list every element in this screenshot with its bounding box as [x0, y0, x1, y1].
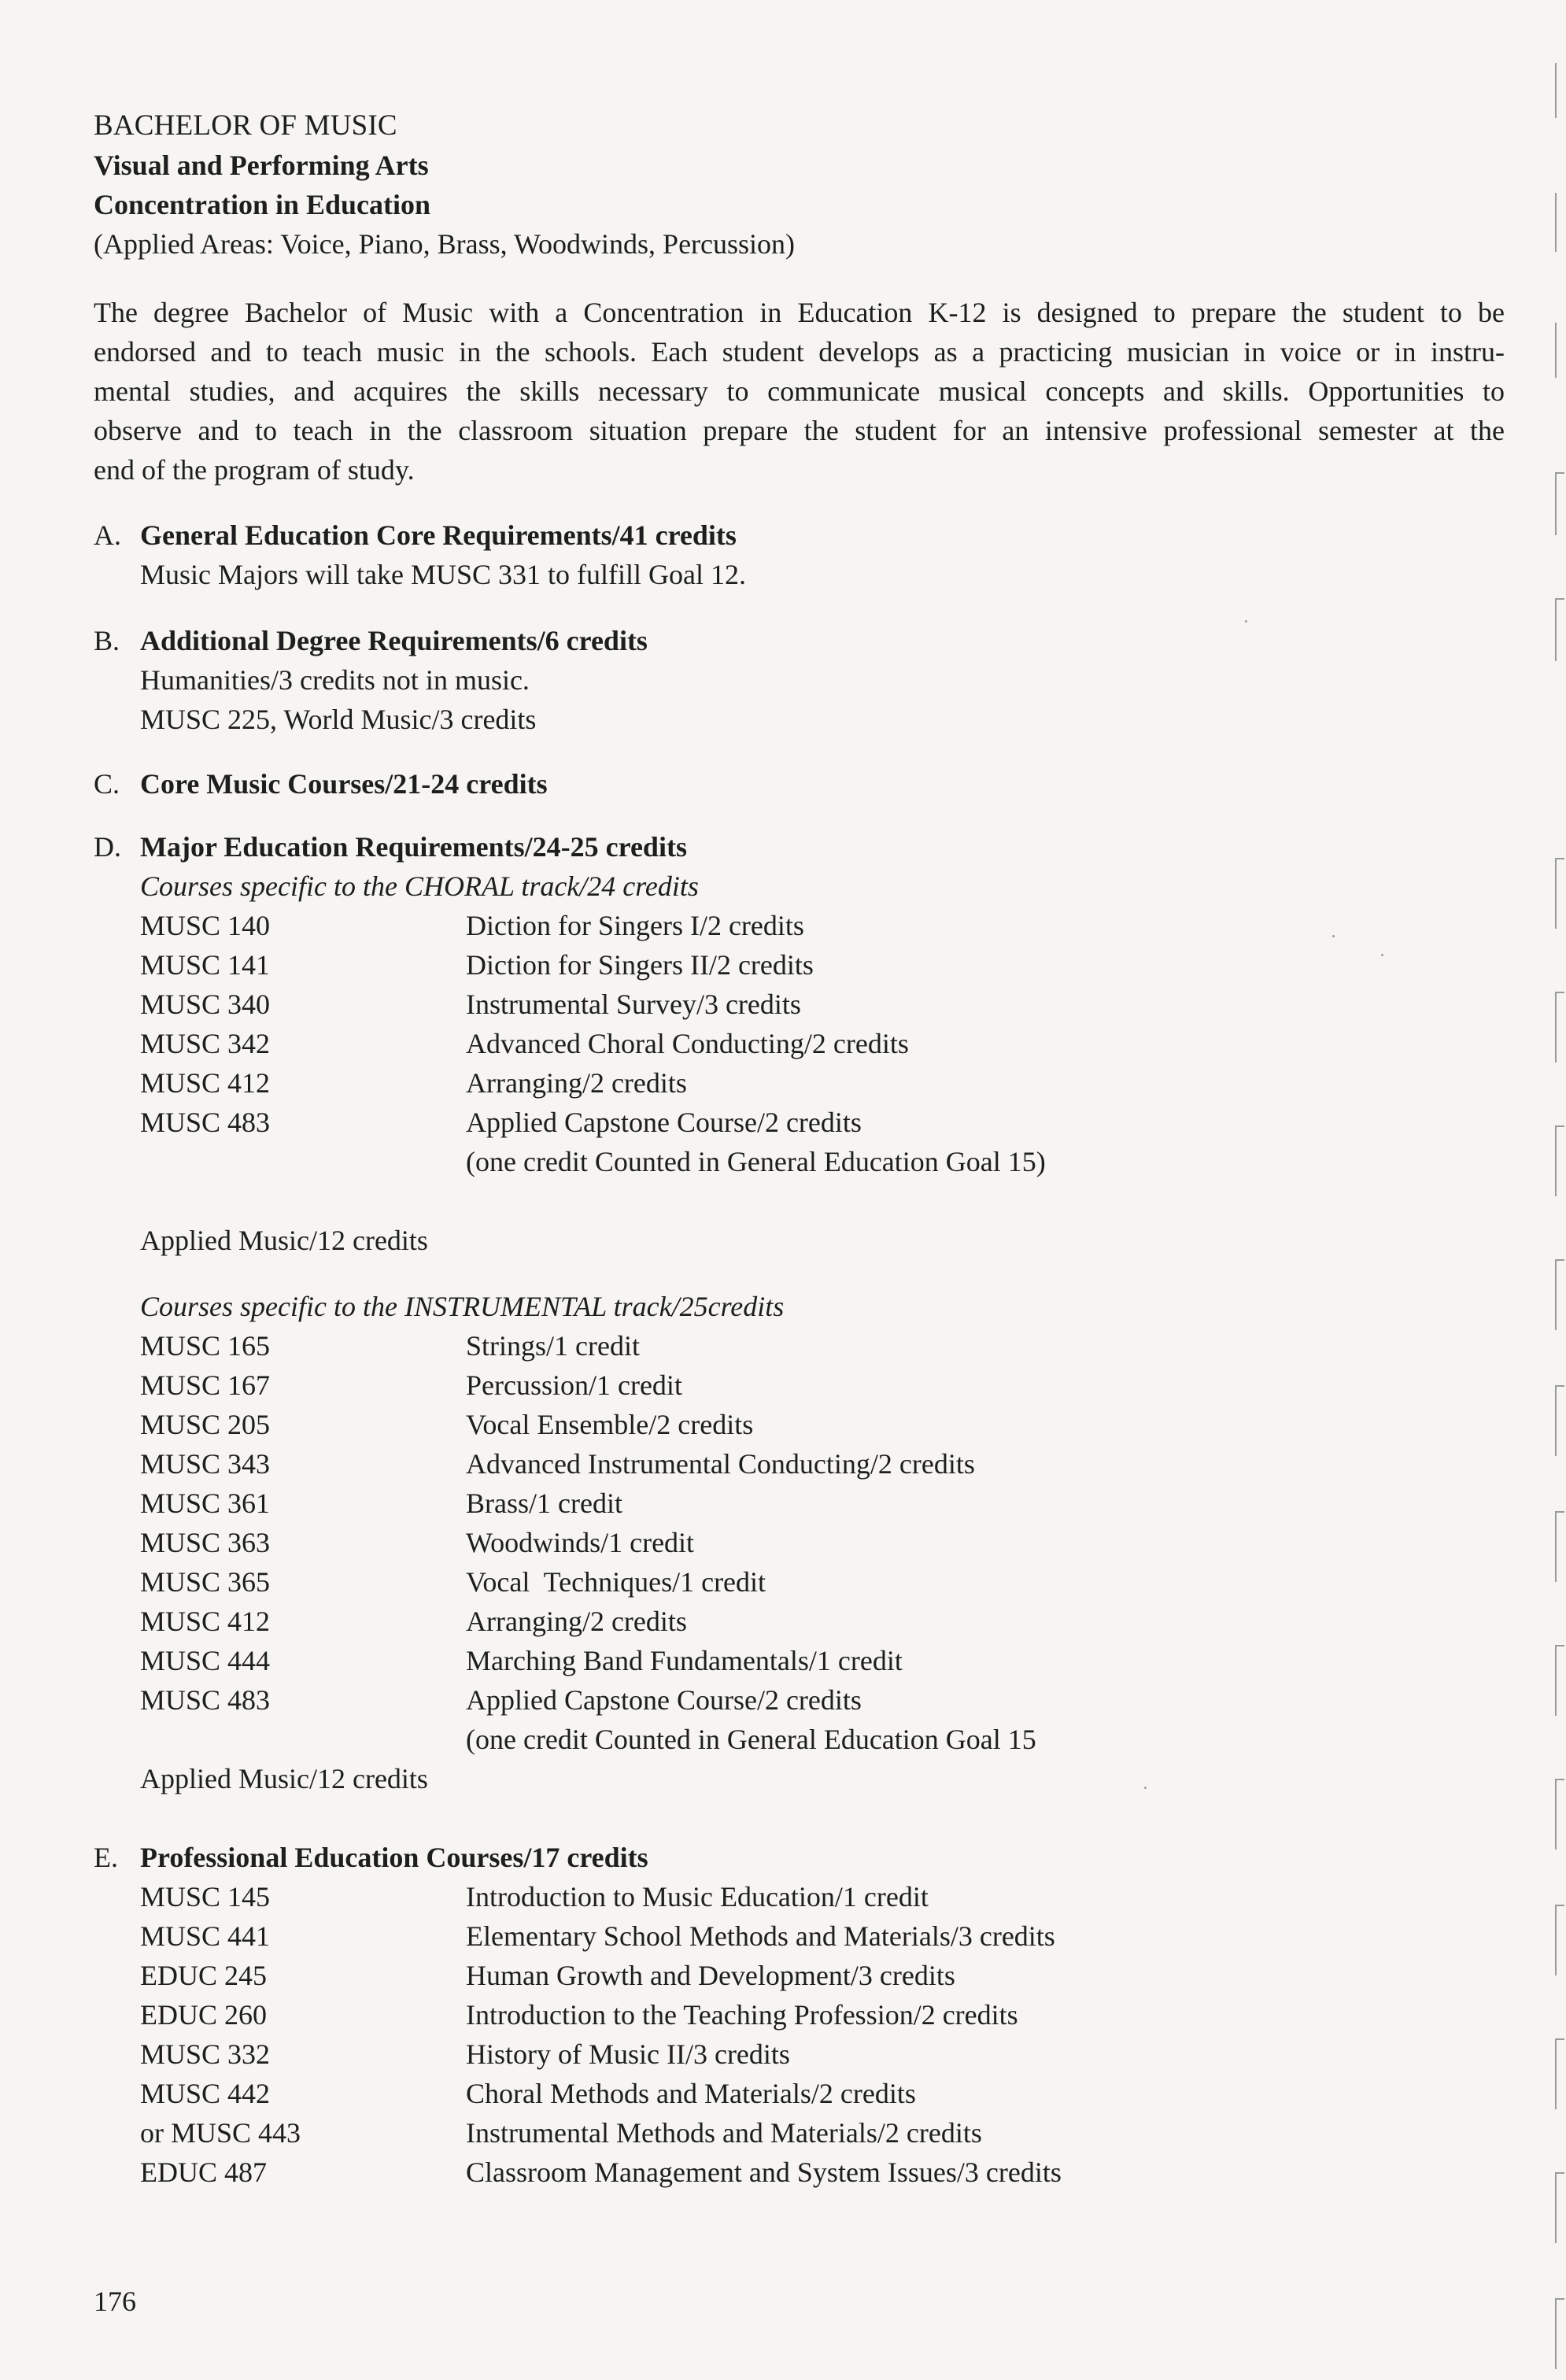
applied-music-credits: Applied Music/12 credits [140, 1225, 428, 1256]
scan-edge-mark [1555, 1259, 1557, 1330]
course-description: Elementary School Methods and Materials/3 credits [466, 1920, 1055, 1952]
section-letter: E. [94, 1842, 118, 1873]
course-code: MUSC 412 [140, 1067, 271, 1099]
scan-edge-mark [1555, 1385, 1557, 1456]
course-description: Marching Band Fundamentals/1 credit [466, 1645, 903, 1676]
section-title: Professional Education Courses/17 credits [140, 1842, 648, 1873]
instrumental-track-heading: Courses specific to the INSTRUMENTAL track/25credits [140, 1291, 785, 1322]
applied-music-credits: Applied Music/12 credits [140, 1763, 428, 1794]
course-code: EDUC 245 [140, 1960, 267, 1991]
course-note: (one credit Counted in General Education Goal 15) [466, 1146, 1046, 1177]
course-description: Instrumental Survey/3 credits [466, 989, 801, 1020]
scan-edge-mark [1555, 1511, 1564, 1513]
course-code: MUSC 365 [140, 1566, 271, 1598]
intro-line: observe and to teach in the classroom situation prepare the student for an intensive professional semester at the [94, 415, 1505, 446]
course-description: Percussion/1 credit [466, 1369, 682, 1401]
scan-speck [1332, 935, 1335, 937]
course-code: MUSC 361 [140, 1488, 271, 1519]
scan-edge-mark [1555, 1645, 1564, 1646]
school-name: Visual and Performing Arts [94, 150, 429, 181]
course-code: MUSC 441 [140, 1920, 271, 1952]
course-code: MUSC 167 [140, 1369, 271, 1401]
choral-track-heading: Courses specific to the CHORAL track/24 credits [140, 870, 699, 902]
program-title: BACHELOR OF MUSIC [94, 109, 397, 142]
course-description: Vocal Techniques/1 credit [466, 1566, 766, 1598]
course-description: Human Growth and Development/3 credits [466, 1960, 955, 1991]
course-description: Arranging/2 credits [466, 1067, 687, 1099]
course-description: Classroom Management and System Issues/3 credits [466, 2156, 1062, 2188]
course-code: MUSC 141 [140, 949, 271, 981]
scan-edge-mark [1555, 1125, 1564, 1127]
scan-edge-mark [1555, 992, 1557, 1062]
applied-areas: (Applied Areas: Voice, Piano, Brass, Woodwinds, Percussion) [94, 228, 796, 260]
course-description: Choral Methods and Materials/2 credits [466, 2078, 916, 2109]
course-code: MUSC 363 [140, 1527, 271, 1558]
scan-edge-mark [1555, 63, 1557, 118]
scan-edge-mark [1555, 193, 1557, 252]
course-description: Advanced Choral Conducting/2 credits [466, 1028, 909, 1059]
course-code: EDUC 260 [140, 1999, 267, 2031]
course-code: MUSC 412 [140, 1606, 271, 1637]
course-description: Applied Capstone Course/2 credits [466, 1107, 862, 1138]
scan-edge-mark [1555, 2172, 1564, 2174]
section-letter: C. [94, 768, 120, 800]
scan-edge-mark [1555, 1385, 1564, 1387]
scan-edge-mark [1555, 2298, 1564, 2300]
course-description: Strings/1 credit [466, 1330, 640, 1362]
intro-line: endorsed and to teach music in the schools. Each student develops as a practicing musician in voice or in instru- [94, 336, 1505, 368]
scan-edge-mark [1555, 1779, 1557, 1850]
course-code: MUSC 442 [140, 2078, 271, 2109]
course-code: or MUSC 443 [140, 2117, 301, 2149]
scan-edge-mark [1555, 2172, 1557, 2243]
section-letter: A. [94, 519, 121, 551]
section-title: Additional Degree Requirements/6 credits [140, 625, 648, 656]
scan-edge-mark [1555, 1511, 1557, 1582]
scan-edge-mark [1555, 2038, 1557, 2109]
course-description: Advanced Instrumental Conducting/2 credits [466, 1448, 975, 1480]
course-description: Introduction to the Teaching Profession/2 credits [466, 1999, 1018, 2031]
course-description: Instrumental Methods and Materials/2 credits [466, 2117, 982, 2149]
scan-speck [1381, 954, 1383, 956]
course-code: MUSC 342 [140, 1028, 271, 1059]
scan-edge-mark [1555, 1779, 1564, 1780]
course-code: MUSC 165 [140, 1330, 271, 1362]
scan-edge-mark [1555, 1125, 1557, 1196]
course-description: Introduction to Music Education/1 credit [466, 1881, 929, 1913]
section-title: Core Music Courses/21-24 credits [140, 768, 548, 800]
course-code: MUSC 340 [140, 989, 271, 1020]
course-code: MUSC 483 [140, 1684, 271, 1716]
course-description: History of Music II/3 credits [466, 2038, 790, 2070]
section-letter: B. [94, 625, 120, 656]
course-code: MUSC 332 [140, 2038, 271, 2070]
course-note: (one credit Counted in General Education Goal 15 [466, 1724, 1036, 1755]
course-code: MUSC 483 [140, 1107, 271, 1138]
course-description: Diction for Singers II/2 credits [466, 949, 814, 981]
course-description: Applied Capstone Course/2 credits [466, 1684, 862, 1716]
scan-edge-mark [1555, 858, 1557, 929]
scan-edge-mark [1555, 2038, 1564, 2040]
section-title: General Education Core Requirements/41 credits [140, 519, 737, 551]
concentration-name: Concentration in Education [94, 189, 431, 220]
section-note: Music Majors will take MUSC 331 to fulfill Goal 12. [140, 559, 746, 590]
scan-edge-mark [1555, 992, 1564, 993]
scan-edge-mark [1555, 1905, 1564, 1906]
scan-speck [1245, 620, 1247, 623]
scan-edge-mark [1555, 1259, 1564, 1261]
scan-edge-mark [1555, 472, 1564, 474]
scan-edge-mark [1555, 858, 1564, 859]
course-description: Vocal Ensemble/2 credits [466, 1409, 754, 1440]
course-code: MUSC 444 [140, 1645, 271, 1676]
section-note: MUSC 225, World Music/3 credits [140, 704, 537, 735]
course-description: Woodwinds/1 credit [466, 1527, 695, 1558]
course-description: Diction for Singers I/2 credits [466, 910, 804, 941]
course-code: EDUC 487 [140, 2156, 267, 2188]
scan-edge-mark [1555, 598, 1564, 600]
scan-edge-mark [1555, 2298, 1557, 2369]
section-note: Humanities/3 credits not in music. [140, 664, 530, 696]
intro-line: end of the program of study. [94, 454, 415, 486]
course-code: MUSC 145 [140, 1881, 271, 1913]
scan-edge-mark [1555, 1645, 1557, 1716]
section-letter: D. [94, 831, 121, 863]
scan-edge-mark [1555, 472, 1557, 535]
course-description: Brass/1 credit [466, 1488, 622, 1519]
scan-speck [1144, 1787, 1147, 1789]
intro-line: mental studies, and acquires the skills necessary to communicate musical concepts and skills. Opportunities to [94, 375, 1505, 407]
course-code: MUSC 140 [140, 910, 271, 941]
course-description: Arranging/2 credits [466, 1606, 687, 1637]
scan-edge-mark [1555, 598, 1557, 661]
section-title: Major Education Requirements/24-25 credits [140, 831, 687, 863]
course-code: MUSC 205 [140, 1409, 271, 1440]
scan-edge-mark [1555, 323, 1557, 378]
scan-edge-mark [1555, 1905, 1557, 1975]
page-number: 176 [94, 2286, 136, 2317]
intro-line: The degree Bachelor of Music with a Concentration in Education K-12 is designed to prepare the student to be [94, 297, 1505, 328]
course-code: MUSC 343 [140, 1448, 271, 1480]
